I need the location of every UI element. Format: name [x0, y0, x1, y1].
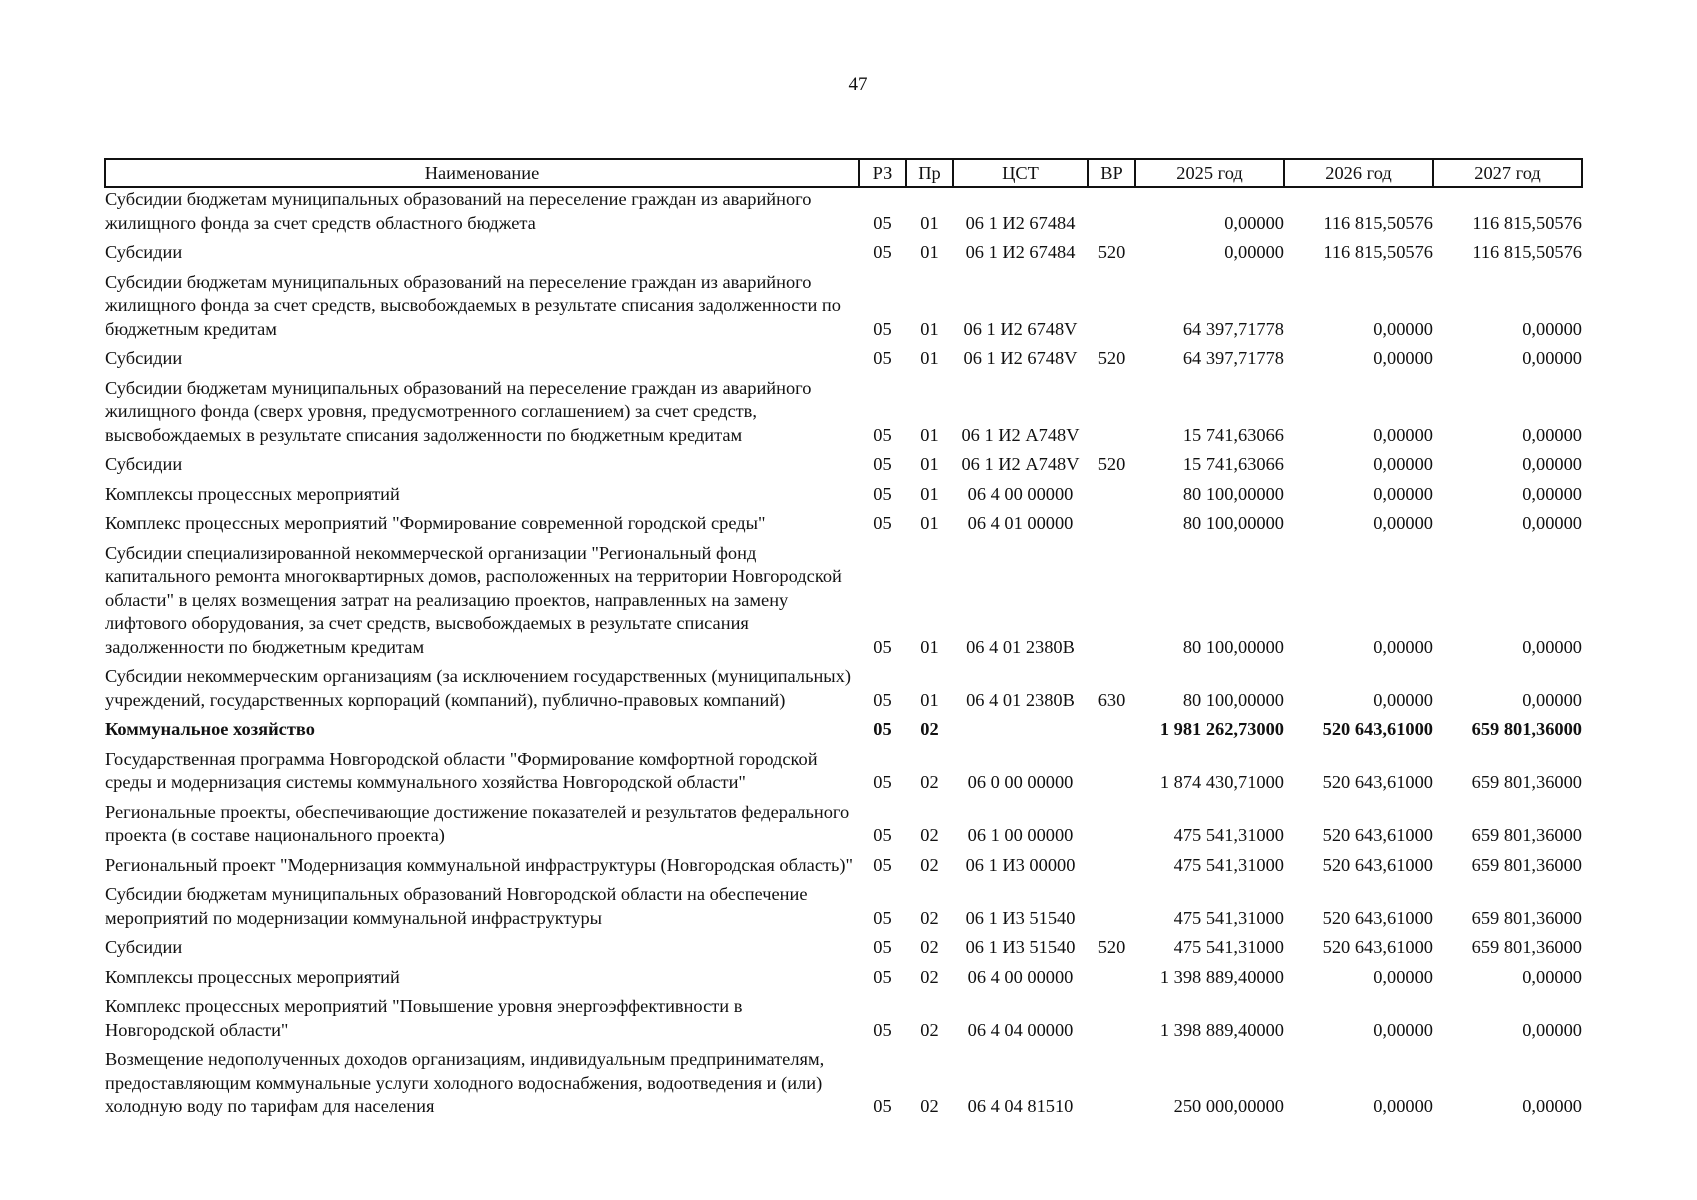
table-row [105, 960, 1582, 990]
header-pr: Пр [906, 159, 953, 187]
row-value-2025: 64 397,71778 [1182, 318, 1284, 339]
row-value-2026: 520 643,61000 [1322, 772, 1433, 792]
table-row [105, 742, 1582, 795]
row-value-2025: 250 000,00000 [1173, 1096, 1284, 1116]
row-pr: 01 [920, 636, 939, 657]
row-value-2027: 0,00000 [1522, 1019, 1582, 1040]
row-name: Субсидии бюджетам муниципальных образований на переселение граждан из аварийного жилищного фонда (сверх уровня, предусмотренного соглашением) за счет средств, высвобождаемых в результате списания задолженности по бюджетным кредитам [105, 377, 812, 445]
row-value-2026: 0,00000 [1373, 318, 1433, 339]
row-rz: 05 [873, 483, 892, 504]
row-value-2026: 0,00000 [1373, 636, 1433, 657]
table-header-row [105, 159, 1582, 187]
row-name: Субсидии бюджетам муниципальных образований на переселение граждан из аварийного жилищного фонда за счет средств, высвобождаемых в результате списания задолженности по бюджетным кредитам [105, 271, 841, 339]
row-rz: 05 [873, 348, 892, 368]
row-vr [1088, 742, 1135, 795]
row-rz: 05 [873, 513, 892, 533]
row-value-2026: 0,00000 [1373, 966, 1433, 987]
row-rz: 05 [873, 1019, 892, 1040]
row-cst: 06 1 И2 67484 [965, 242, 1076, 262]
row-name: Региональный проект "Модернизация коммунальной инфраструктуры (Новгородская область)" [105, 854, 854, 875]
row-value-2027: 659 801,36000 [1471, 772, 1582, 792]
row-pr: 01 [920, 318, 939, 339]
row-pr: 01 [920, 483, 939, 504]
row-pr: 02 [920, 937, 939, 957]
row-value-2027: 116 815,50576 [1472, 242, 1582, 262]
row-name: Государственная программа Новгородской области "Формирование комфортной городской среды и модернизация системы коммунального хозяйства Новгородской области" [105, 748, 818, 792]
row-vr [1088, 536, 1135, 660]
row-pr: 01 [920, 242, 939, 262]
row-name: Субсидии [105, 348, 183, 368]
row-vr: 630 [1097, 689, 1126, 710]
row-pr: 01 [920, 348, 939, 368]
row-cst: 06 4 04 81510 [967, 1096, 1074, 1116]
row-value-2025: 1 874 430,71000 [1159, 772, 1284, 792]
row-pr: 02 [920, 907, 939, 928]
row-cst: 06 0 00 00000 [967, 772, 1074, 792]
row-value-2026: 116 815,50576 [1323, 242, 1433, 262]
table-row [105, 447, 1582, 477]
row-value-2027: 0,00000 [1522, 483, 1582, 504]
row-value-2027: 0,00000 [1522, 424, 1582, 445]
table-row [105, 659, 1582, 712]
row-value-2027: 659 801,36000 [1471, 854, 1582, 875]
row-value-2026: 520 643,61000 [1322, 937, 1433, 957]
row-cst: 06 1 И3 00000 [965, 854, 1076, 875]
row-value-2026: 520 643,61000 [1322, 854, 1433, 875]
row-cst [953, 712, 1088, 742]
row-value-2026: 0,00000 [1373, 454, 1433, 474]
row-cst: 06 1 И2 6748V [963, 348, 1078, 368]
row-cst: 06 1 00 00000 [967, 825, 1074, 845]
row-value-2026: 0,00000 [1373, 689, 1433, 710]
row-value-2025: 0,00000 [1224, 242, 1284, 262]
row-name: Субсидии некоммерческим организациям (за исключением государственных (муниципальных) учреждений, государственных корпораций (компаний), публично-правовых компаний) [105, 666, 851, 710]
table-row [105, 877, 1582, 930]
row-value-2027: 0,00000 [1522, 318, 1582, 339]
row-name: Субсидии специализированной некоммерческой организации "Региональный фонд капитального ремонта многоквартирных домов, расположенных на территории Новгородской области" в целях возмещения затрат на реализацию проектов, направленных на замену лифтового оборудования, за счет средств, высвобождаемых в результате списания задолженности по бюджетным кредитам [105, 542, 842, 657]
row-value-2025: 80 100,00000 [1182, 483, 1284, 504]
row-value-2025: 475 541,31000 [1173, 907, 1284, 928]
row-value-2027: 0,00000 [1522, 513, 1582, 533]
row-value-2027: 0,00000 [1522, 1096, 1582, 1116]
row-vr [1088, 989, 1135, 1042]
row-vr: 520 [1097, 348, 1126, 368]
row-name: Комплекс процессных мероприятий "Повышение уровня энергоэффективности в Новгородской области" [105, 996, 743, 1040]
row-vr: 520 [1097, 454, 1126, 474]
row-value-2026: 0,00000 [1373, 424, 1433, 445]
row-value-2026: 520 643,61000 [1322, 825, 1433, 845]
header-2025: 2025 год [1135, 159, 1284, 187]
table-row [105, 1042, 1582, 1119]
table-row [105, 477, 1582, 507]
table-row [105, 371, 1582, 448]
header-2026: 2026 год [1284, 159, 1433, 187]
row-pr: 01 [920, 212, 939, 233]
row-pr: 01 [920, 513, 939, 533]
row-value-2025: 1 398 889,40000 [1159, 966, 1284, 987]
row-value-2025: 1 981 262,73000 [1159, 719, 1284, 739]
row-cst: 06 4 01 00000 [967, 513, 1074, 533]
row-value-2027: 0,00000 [1522, 636, 1582, 657]
row-rz: 05 [873, 242, 892, 262]
row-value-2027: 659 801,36000 [1471, 825, 1582, 845]
row-cst: 06 1 И3 51540 [965, 907, 1076, 928]
row-vr [1088, 848, 1135, 878]
row-value-2026: 116 815,50576 [1323, 212, 1433, 233]
row-name: Коммунальное хозяйство [105, 719, 315, 739]
header-cst: ЦСТ [953, 159, 1088, 187]
row-cst: 06 4 01 2380B [966, 636, 1075, 657]
row-rz: 05 [873, 772, 892, 792]
row-value-2025: 80 100,00000 [1182, 513, 1284, 533]
row-value-2026: 0,00000 [1373, 1019, 1433, 1040]
row-value-2026: 0,00000 [1373, 348, 1433, 368]
row-value-2026: 520 643,61000 [1322, 907, 1433, 928]
row-vr [1088, 371, 1135, 448]
row-value-2026: 0,00000 [1373, 483, 1433, 504]
row-vr [1088, 506, 1135, 536]
row-cst: 06 4 00 00000 [967, 966, 1074, 987]
row-rz: 05 [873, 937, 892, 957]
row-pr: 02 [920, 1096, 939, 1116]
row-pr: 02 [920, 854, 939, 875]
row-rz: 05 [873, 318, 892, 339]
table-row [105, 341, 1582, 371]
row-pr: 02 [920, 719, 939, 739]
row-value-2027: 0,00000 [1522, 348, 1582, 368]
table-row [105, 712, 1582, 742]
row-rz: 05 [873, 966, 892, 987]
row-vr: 520 [1097, 937, 1126, 957]
row-vr [1088, 187, 1135, 235]
header-rz: РЗ [859, 159, 906, 187]
row-pr: 02 [920, 772, 939, 792]
row-vr [1088, 795, 1135, 848]
row-vr [1088, 712, 1135, 742]
table-row [105, 848, 1582, 878]
row-value-2025: 475 541,31000 [1173, 937, 1284, 957]
row-vr [1088, 1042, 1135, 1119]
table-row [105, 187, 1582, 235]
row-name: Субсидии бюджетам муниципальных образований Новгородской области на обеспечение мероприятий по модернизации коммунальной инфраструктуры [105, 884, 808, 928]
row-cst: 06 1 И2 6748V [963, 318, 1078, 339]
table-row [105, 506, 1582, 536]
row-pr: 01 [920, 689, 939, 710]
row-vr: 520 [1097, 242, 1126, 262]
row-name: Комплекс процессных мероприятий "Формирование современной городской среды" [105, 513, 766, 533]
row-vr [1088, 477, 1135, 507]
row-pr: 01 [920, 424, 939, 445]
row-cst: 06 4 01 2380B [966, 689, 1075, 710]
row-value-2025: 15 741,63066 [1182, 424, 1284, 445]
row-name: Субсидии [105, 937, 183, 957]
table-row [105, 265, 1582, 342]
row-cst: 06 1 И2 67484 [965, 212, 1076, 233]
header-vr: ВР [1088, 159, 1135, 187]
row-rz: 05 [873, 1096, 892, 1116]
table-row [105, 989, 1582, 1042]
row-name: Субсидии [105, 242, 183, 262]
row-vr [1088, 960, 1135, 990]
row-name: Комплексы процессных мероприятий [105, 483, 400, 504]
row-value-2025: 0,00000 [1224, 212, 1284, 233]
table-body [105, 187, 1582, 1119]
row-cst: 06 4 00 00000 [967, 483, 1074, 504]
row-value-2026: 0,00000 [1373, 1096, 1433, 1116]
row-cst: 06 4 04 00000 [967, 1019, 1074, 1040]
row-pr: 02 [920, 825, 939, 845]
row-rz: 05 [873, 907, 892, 928]
row-value-2027: 0,00000 [1522, 689, 1582, 710]
row-name: Возмещение недополученных доходов организациям, индивидуальным предпринимателям, предоставляющим коммунальные услуги холодного водоснабжения, водоотведения и (или) холодную воду по тарифам для населения [105, 1049, 825, 1116]
row-value-2025: 475 541,31000 [1173, 854, 1284, 875]
row-cst: 06 1 И3 51540 [965, 937, 1076, 957]
row-value-2025: 64 397,71778 [1182, 348, 1284, 368]
table-row [105, 536, 1582, 660]
row-value-2025: 1 398 889,40000 [1159, 1019, 1284, 1040]
row-vr [1088, 877, 1135, 930]
row-value-2027: 0,00000 [1522, 966, 1582, 987]
row-rz: 05 [873, 719, 892, 739]
row-pr: 01 [920, 454, 939, 474]
header-name: Наименование [105, 159, 859, 187]
row-pr: 02 [920, 1019, 939, 1040]
row-value-2027: 116 815,50576 [1472, 212, 1582, 233]
row-value-2025: 80 100,00000 [1182, 689, 1284, 710]
row-rz: 05 [873, 454, 892, 474]
row-name: Региональные проекты, обеспечивающие достижение показателей и результатов федерального проекта (в составе национального проекта) [105, 801, 850, 845]
row-value-2025: 15 741,63066 [1182, 454, 1284, 474]
row-cst: 06 1 И2 А748V [961, 454, 1080, 474]
row-value-2026: 520 643,61000 [1322, 719, 1433, 739]
row-rz: 05 [873, 636, 892, 657]
row-name: Субсидии [105, 454, 183, 474]
row-value-2027: 659 801,36000 [1471, 937, 1582, 957]
page-number: 47 [848, 74, 868, 95]
row-name: Субсидии бюджетам муниципальных образований на переселение граждан из аварийного жилищного фонда за счет средств областного бюджета [105, 189, 812, 233]
budget-table [104, 158, 1583, 1119]
row-value-2027: 659 801,36000 [1471, 907, 1582, 928]
table-row [105, 930, 1582, 960]
row-rz: 05 [873, 689, 892, 710]
row-rz: 05 [873, 212, 892, 233]
row-rz: 05 [873, 424, 892, 445]
table-row [105, 235, 1582, 265]
row-value-2025: 475 541,31000 [1173, 825, 1284, 845]
header-2027: 2027 год [1433, 159, 1582, 187]
row-value-2027: 659 801,36000 [1471, 719, 1582, 739]
row-rz: 05 [873, 854, 892, 875]
table-row [105, 795, 1582, 848]
row-cst: 06 1 И2 А748V [961, 424, 1080, 445]
row-value-2026: 0,00000 [1373, 513, 1433, 533]
row-rz: 05 [873, 825, 892, 845]
row-vr [1088, 265, 1135, 342]
row-pr: 02 [920, 966, 939, 987]
row-name: Комплексы процессных мероприятий [105, 966, 400, 987]
row-value-2027: 0,00000 [1522, 454, 1582, 474]
row-value-2025: 80 100,00000 [1182, 636, 1284, 657]
